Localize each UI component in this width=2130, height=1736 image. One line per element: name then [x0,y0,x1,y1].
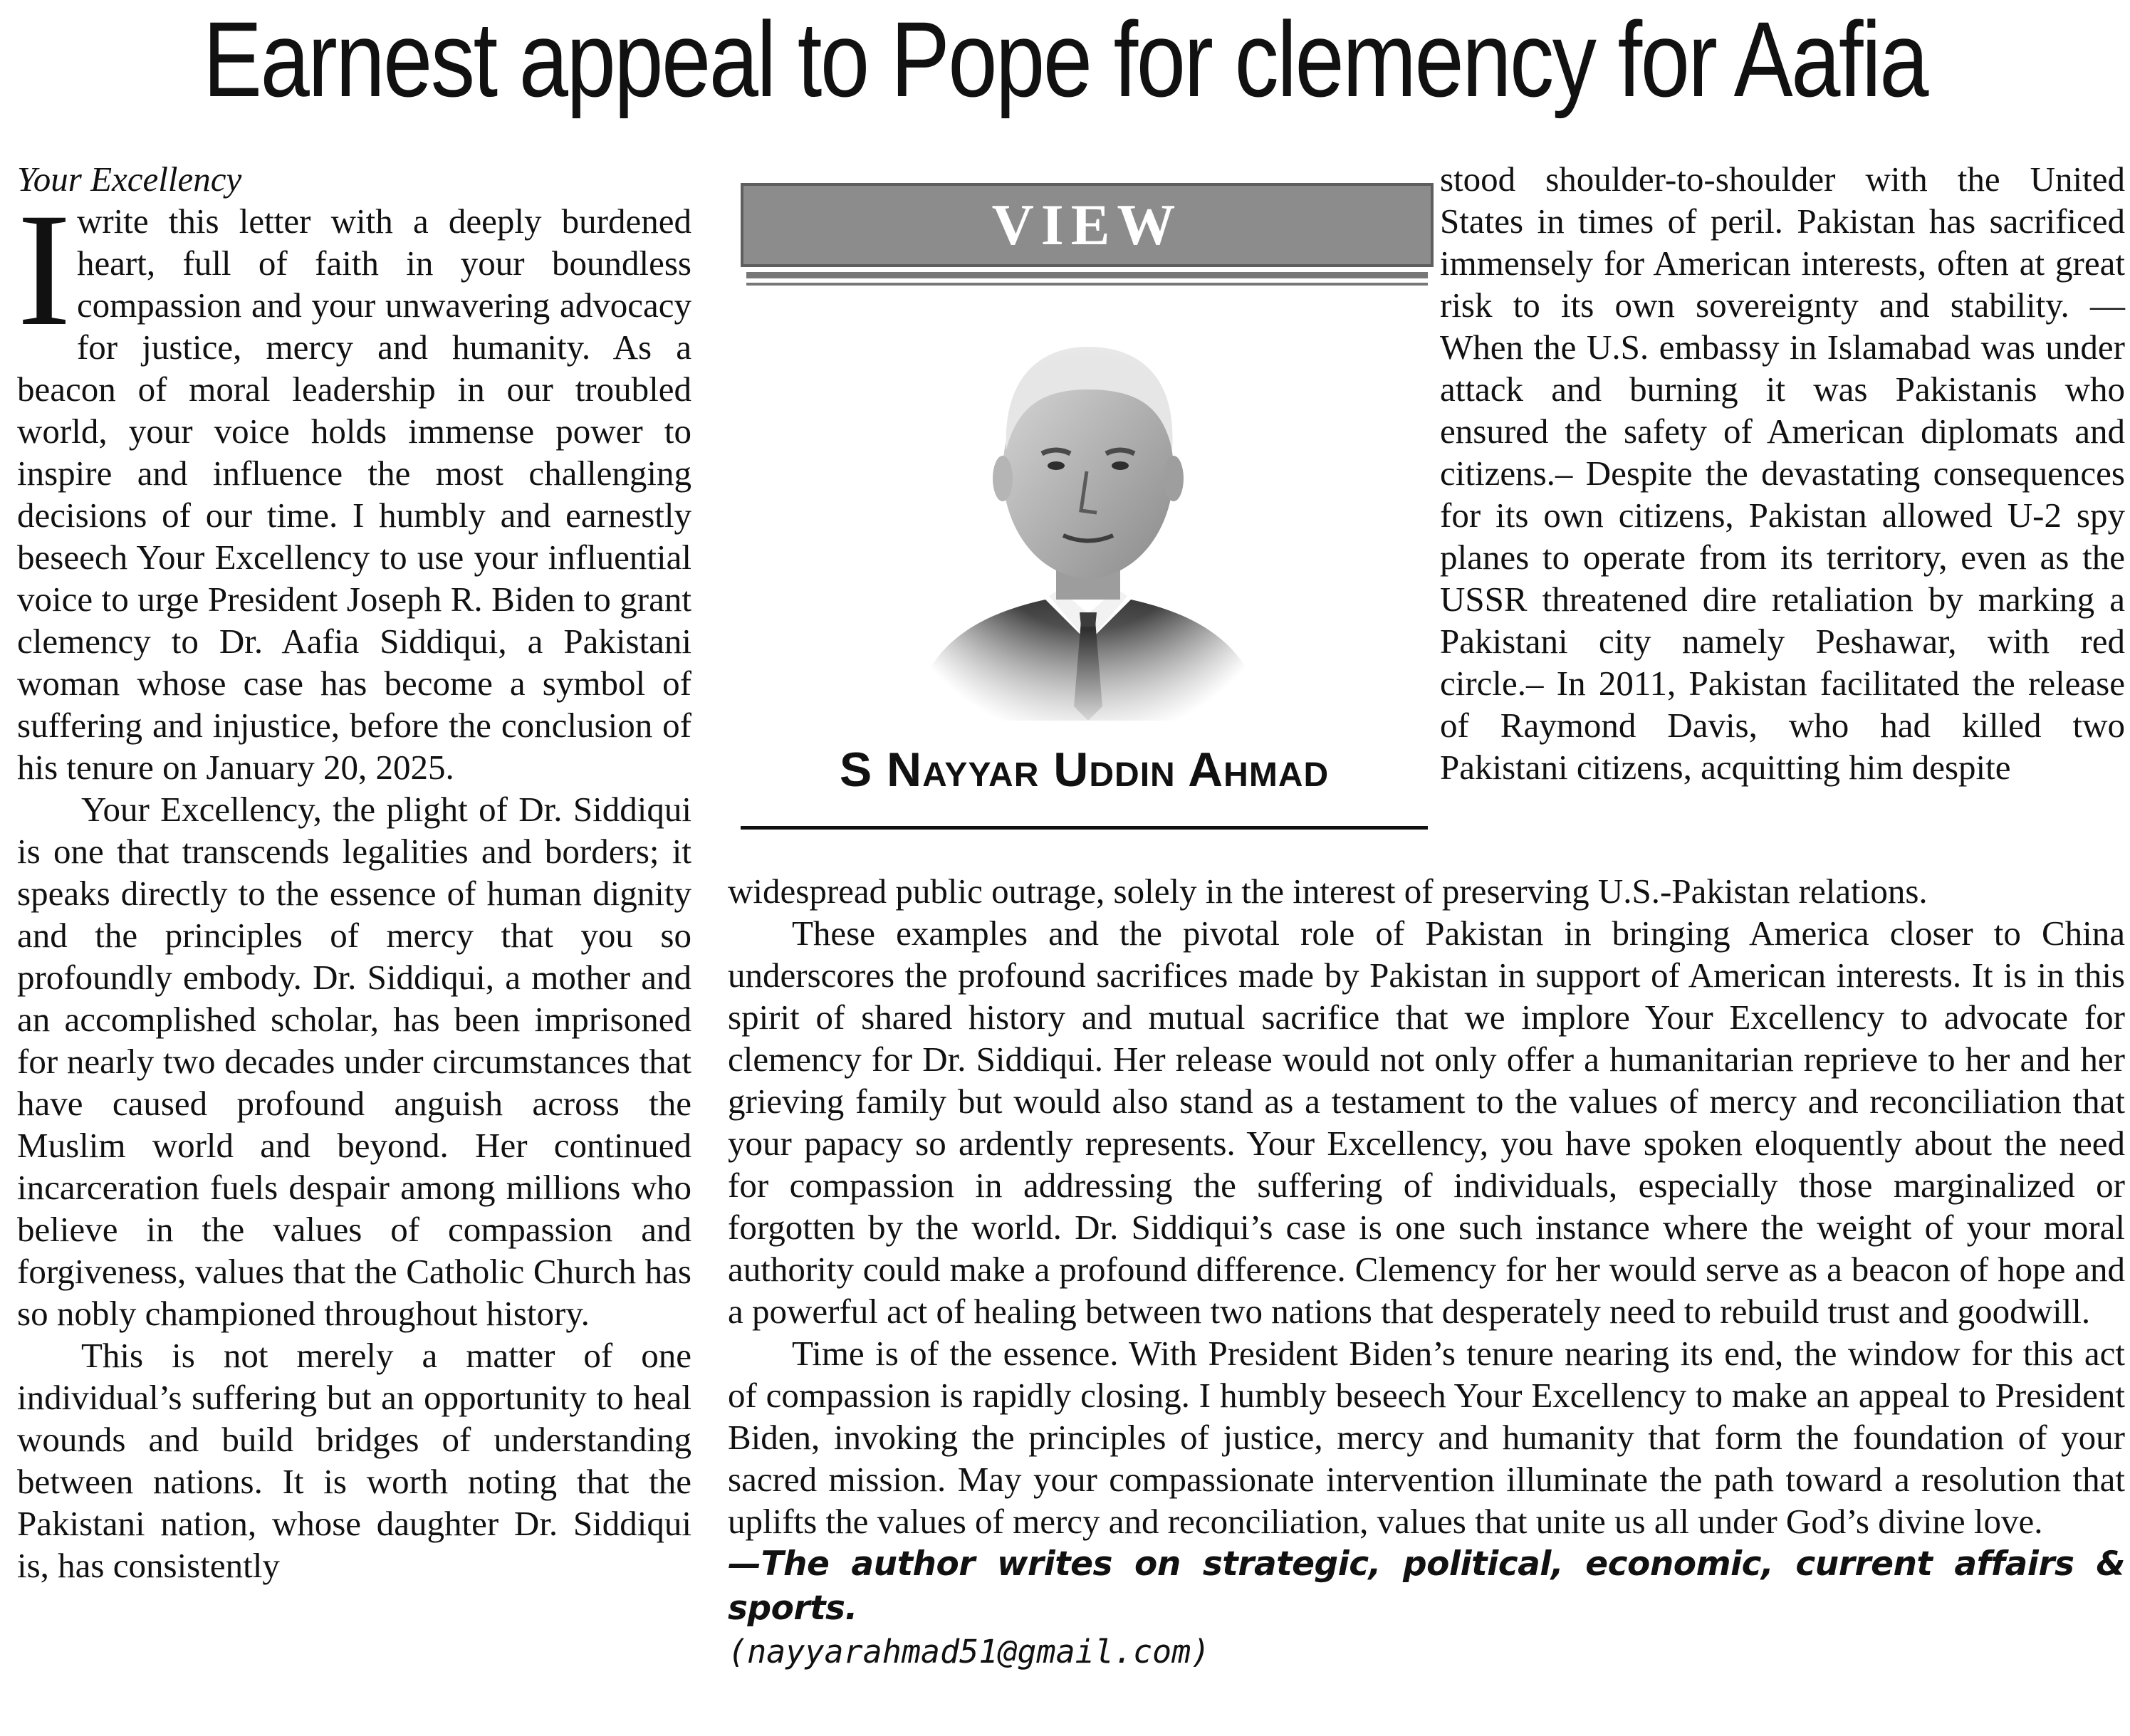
paragraph-3: This is not merely a matter of one individual’s suffering but an opportunity to heal wounds and build bridges of understanding between nations. It is worth noting that the Pakistani nation, whose daughter Dr. Siddiqui is, has consistently [17,1336,691,1585]
paragraph-2: Your Excellency, the plight of Dr. Siddiqui is one that transcends legalities and borders; it speaks directly to the essence of human dignity and the principles of mercy that you so profoundly embody. Dr. Siddiqui, a mother and an accomplished scholar, has been imprisoned for nearly two decades under circumstances that have caused profound anguish across the Muslim world and beyond. Her continued incarceration fuels despair among millions who believe in the values of compassion and forgiveness, values that the Catholic Church has so nobly championed throughout history. [17,790,691,1333]
salutation: Your Excellency [17,160,242,199]
left-column [17,158,691,1586]
right-column [1440,158,2125,788]
paragraph-5: Time is of the essence. With President Biden’s tenure nearing its end, the window for this act of compassion is rapidly closing. I humbly beseech Your Excellency to make an appeal to President Biden, invoking the principles of justice, mercy and humanity that form the foundation of your sacred mission. May your compassionate intervention illuminate the path toward a resolution that uplifts the values of mercy and reconciliation, values that unite us all under God’s divine love. [728,1334,2125,1541]
author-email: (nayyarahmad51@gmail.com) [728,1633,1211,1670]
author-credit: —The author writes on strategic, political, economic, current affairs & sports. [728,1544,2125,1628]
headline: Earnest appeal to Pope for clemency for Aafia [203,0,1927,119]
author-photo [903,308,1273,721]
paragraph-1 [17,180,691,788]
section-rule-thin [746,283,1428,286]
paragraph-3-end: widespread public outrage, solely in the interest of preserving U.S.-Pakistan relations. [728,872,1928,911]
author-rule [741,826,1428,830]
paragraph-1-text: write this letter with a deeply burdened heart, full of faith in your boundless compassion and your unwavering advocacy for justice, mercy and humanity. As a beacon of moral leadership in our troubled world, your voice holds immense power to inspire and influence the most challenging decisions of our time. I humbly and earnestly beseech Your Excellency to use your influential voice to urge President Joseph R. Biden to grant clemency to Dr. Aafia Siddiqui, a Pakistani woman whose case has become a symbol of suffering and injustice, before the conclusion of his tenure on January 20, 2025. [17,202,691,787]
section-rule [746,272,1428,278]
drop-cap: I [17,180,71,360]
author-name: S Nayyar Uddin Ahmad [839,743,1330,797]
bottom-column [728,870,2125,1673]
paragraph-3-continued: stood shoulder-to-shoulder with the United States in times of peril. Pakistan has sacrificed immensely for American interests, often at great risk to its own sovereignty and stability. — When the U.S. embassy in Islamabad was under attack and burning it was Pakistanis who ensured the safety of American diplomats and citizens.– Despite the devastating consequences for its own citizens, Pakistan allowed U-2 spy planes to operate from its territory, even as the USSR threatened dire retaliation by marking a Pakistani city namely Peshawar, with red circle.– In 2011, Pakistan facilitated the release of Raymond Davis, who had killed two Pakistani citizens, acquitting him despite [1440,160,2125,787]
paragraph-4: These examples and the pivotal role of Pakistan in bringing America closer to China underscores the profound sacrifices made by Pakistan in support of American interests. It is in this spirit of shared history and mutual sacrifice that we implore Your Excellency to advocate for clemency for Dr. Siddiqui. Her release would not only offer a humanitarian reprieve to her and her grieving family but would also stand as a testament to the values of mercy and reconciliation that your papacy so ardently represents. Your Excellency, you have spoken eloquently about the need for compassion in addressing the suffering of individuals, especially those marginalized or forgotten by the world. Dr. Siddiqui’s case is one such instance where the weight of your moral authority could make a profound difference. Clemency for her would serve as a beacon of hope and a powerful act of healing between two nations that desperately need to rebuild trust and goodwill. [728,914,2125,1331]
section-label: VIEW [741,183,1434,267]
